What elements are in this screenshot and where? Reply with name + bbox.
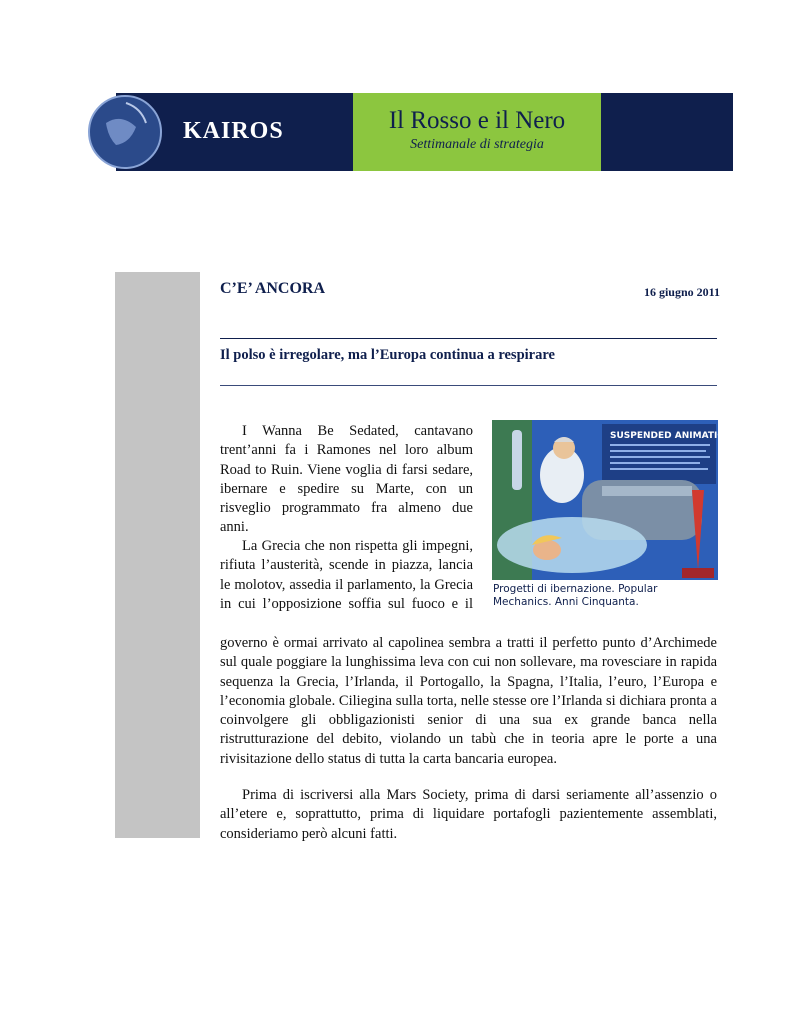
newsletter-title: Il Rosso e il Nero: [388, 107, 566, 134]
issue-date: 16 giugno 2011: [643, 285, 720, 299]
figure-caption: Progetti di ibernazione. Popular Mechanics. Anni Cinquanta.: [493, 583, 658, 608]
suspended-animation-image: [492, 420, 733, 580]
gray-sidebar: [115, 272, 200, 838]
section-title: C’E’ ANCORA: [220, 280, 326, 297]
figure-heading: SUSPENDED ANIMATION: [610, 431, 733, 441]
article-illustration: [492, 420, 733, 580]
header-logo-panel: [116, 93, 353, 171]
paragraph-1: I Wanna Be Sedated, cantavano trent’anni fa i Ramones nel loro album Road to Ruin. Viene voglia di farsi sedare, ibernare e spedire su Marte, con un risveglio programmato fra almeno due anni.: [220, 423, 473, 536]
paragraph-2-bottom: governo è ormai arrivato al capolinea sembra a tratti il perfetto punto d’Archimede sul quale poggiare la lunghissima leva con cui non sollevare, ma rovesciare in rapida sequenza la Grecia, l’Irlanda, il Portogallo, la Spagna, l’Italia, l’euro, l’Europa e l’economia globale. Ciliegina sulla torta, nelle stesse ore l’Irlanda si dichiara pronta a coinvolgere gli obbligazionisti senior di una sua ex grande banca nella ristrutturazione del debito, violando un tabù che in teoria apre le porte a una rivisitazione dello status di tutta la carta bancaria europea.: [220, 635, 717, 767]
brand-logo: KAIROS: [183, 118, 284, 144]
paragraph-3: Prima di iscriversi alla Mars Society, prima di darsi seriamente all’assenzio o all’etere e, soprattutto, prima di liquidare portafogli pazientemente assemblati, consideriamo però alcuni fatti.: [220, 787, 717, 842]
header-right-panel: [601, 93, 733, 171]
article-headline: Il polso è irregolare, ma l’Europa continua a respirare: [220, 347, 555, 363]
header-title-panel: [353, 93, 601, 171]
globe-logo-icon: [86, 93, 164, 171]
divider-bottom: [220, 385, 717, 386]
newsletter-subtitle: Settimanale di strategia: [410, 137, 544, 152]
divider-top: [220, 338, 717, 339]
paragraph-2-top: La Grecia che non rispetta gli impegni, rifiuta l’austerità, scende in piazza, lancia le molotov, assedia il parlamento, la Grecia in cui l’opposizione soffia sul fuoco e il: [220, 538, 473, 612]
